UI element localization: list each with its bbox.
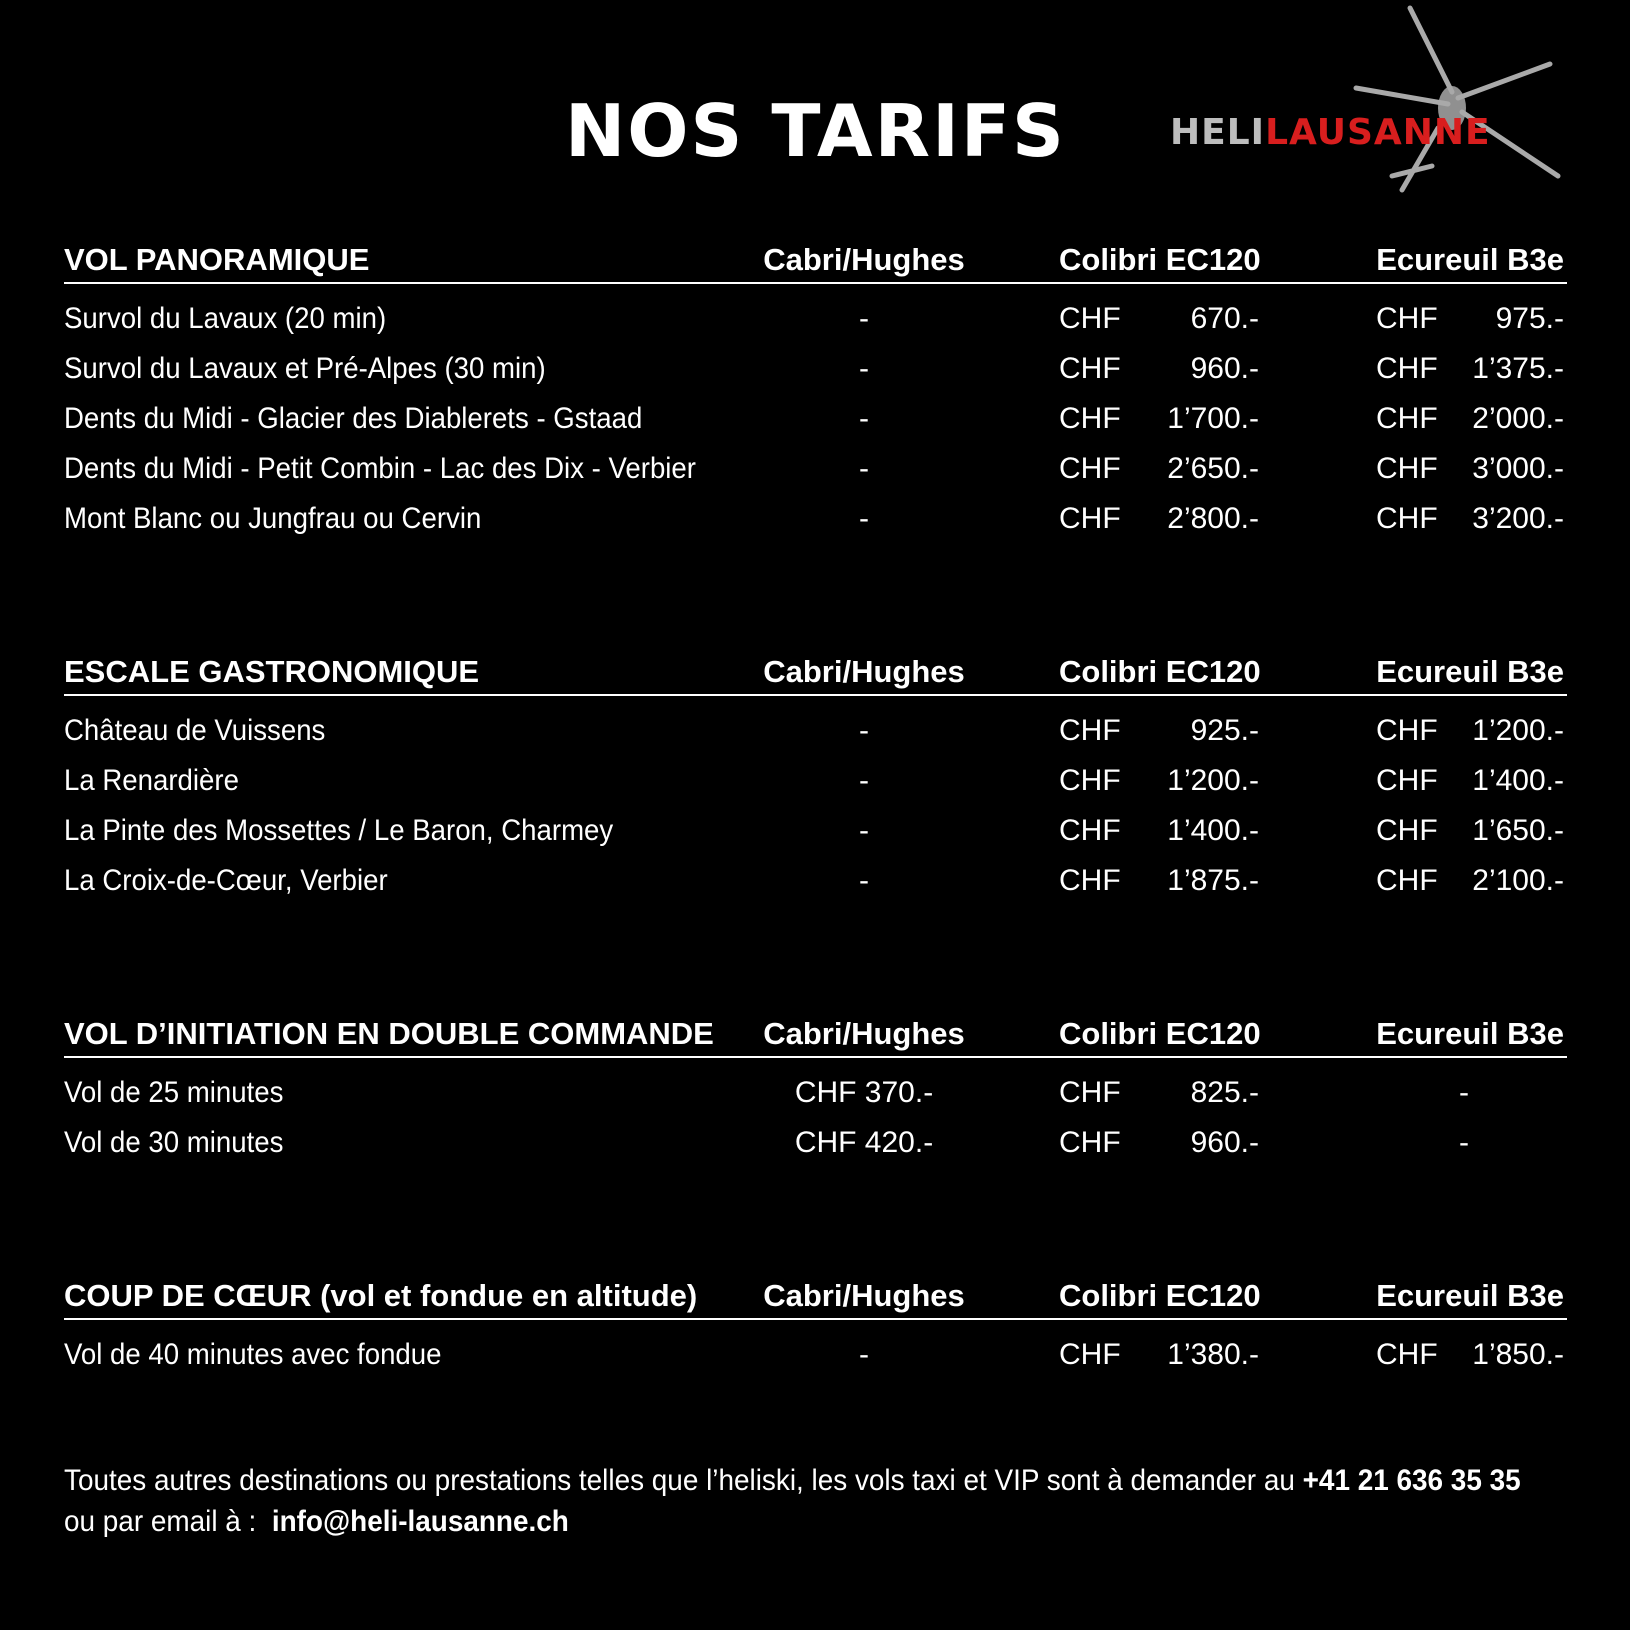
email-link[interactable]: info@heli-lausanne.ch [271, 1505, 569, 1538]
price-ecureuil: 975.- [1495, 302, 1564, 335]
column-header: Colibri EC120 [1059, 1278, 1261, 1313]
price-row [64, 444, 1567, 494]
currency-label: CHF [1376, 764, 1438, 797]
price-row [64, 494, 1567, 544]
currency-label: CHF [1376, 402, 1438, 435]
price-ecureuil: 3’000.- [1472, 452, 1564, 485]
price-row [64, 294, 1567, 344]
column-header: Ecureuil B3e [1376, 1278, 1564, 1313]
price-row [64, 1330, 1567, 1380]
currency-label: CHF [1376, 352, 1438, 385]
price-cabri: - [859, 1338, 869, 1371]
price-ecureuil: 2’000.- [1472, 402, 1564, 435]
price-ecureuil: - [1459, 1126, 1469, 1159]
price-colibri: 2’800.- [1167, 502, 1259, 535]
currency-label: CHF [1376, 714, 1438, 747]
price-ecureuil: 1’650.- [1472, 814, 1564, 847]
currency-label: CHF [1059, 452, 1121, 485]
price-row [64, 706, 1567, 756]
price-cabri: - [859, 502, 869, 535]
price-row [64, 806, 1567, 856]
page-title: NOS TARIFS [565, 89, 1066, 173]
currency-label: CHF [1059, 864, 1121, 897]
section-title: VOL PANORAMIQUE [64, 242, 370, 277]
currency-label: CHF [1059, 352, 1121, 385]
price-colibri: 1’200.- [1167, 764, 1259, 797]
row-label: Mont Blanc ou Jungfrau ou Cervin [64, 502, 482, 535]
row-label: La Croix-de-Cœur, Verbier [64, 864, 388, 897]
column-header: Ecureuil B3e [1376, 654, 1564, 689]
price-section [64, 236, 1567, 544]
column-header: Cabri/Hughes [763, 1278, 965, 1313]
price-colibri: 2’650.- [1167, 452, 1259, 485]
price-colibri: 925.- [1190, 714, 1259, 747]
column-header: Colibri EC120 [1059, 654, 1261, 689]
price-colibri: 670.- [1190, 302, 1259, 335]
row-label: Dents du Midi - Petit Combin - Lac des Dix - Verbier [64, 452, 696, 485]
price-cabri: - [859, 814, 869, 847]
column-header: Ecureuil B3e [1376, 1016, 1564, 1051]
currency-label: CHF [1376, 502, 1438, 535]
price-row [64, 756, 1567, 806]
phone-number[interactable]: +41 21 636 35 35 [1302, 1464, 1521, 1497]
section-title: COUP DE CŒUR (vol et fondue en altitude) [64, 1278, 698, 1313]
currency-label: CHF [1376, 1338, 1438, 1371]
footer-text: Toutes autres destinations ou prestations telles que l’heliski, les vols taxi et VIP sont à demander au [64, 1464, 1303, 1497]
row-label: Survol du Lavaux et Pré-Alpes (30 min) [64, 352, 546, 385]
heli-lausanne-logo [1170, 0, 1570, 200]
price-ecureuil: 1’200.- [1472, 714, 1564, 747]
price-row [64, 1068, 1567, 1118]
price-colibri: 825.- [1190, 1076, 1259, 1109]
price-cabri: CHF 420.- [794, 1126, 934, 1159]
price-cabri: - [859, 352, 869, 385]
price-colibri: 1’700.- [1167, 402, 1259, 435]
section-header [64, 236, 1567, 284]
contact-footer [64, 1460, 1569, 1542]
currency-label: CHF [1059, 502, 1121, 535]
price-ecureuil: 1’850.- [1472, 1338, 1564, 1371]
price-cabri: CHF 370.- [794, 1076, 934, 1109]
price-colibri: 960.- [1190, 352, 1259, 385]
price-cabri: - [859, 864, 869, 897]
helicopter-icon [1170, 0, 1570, 200]
price-row [64, 1118, 1567, 1168]
currency-label: CHF [1059, 1338, 1121, 1371]
logo-wordmark: HELILAUSANNE [1170, 112, 1491, 153]
price-colibri: 1’400.- [1167, 814, 1259, 847]
price-section [64, 1272, 1567, 1380]
currency-label: CHF [1059, 302, 1121, 335]
currency-label: CHF [1376, 452, 1438, 485]
currency-label: CHF [1059, 814, 1121, 847]
row-label: Vol de 40 minutes avec fondue [64, 1338, 442, 1371]
price-cabri: - [859, 452, 869, 485]
currency-label: CHF [1059, 1126, 1121, 1159]
price-cabri: - [859, 402, 869, 435]
column-header: Colibri EC120 [1059, 1016, 1261, 1051]
row-label: Dents du Midi - Glacier des Diablerets - Gstaad [64, 402, 643, 435]
section-header [64, 1010, 1567, 1058]
price-ecureuil: 3’200.- [1472, 502, 1564, 535]
section-title: VOL D’INITIATION EN DOUBLE COMMANDE [64, 1016, 714, 1051]
price-section [64, 648, 1567, 906]
column-header: Cabri/Hughes [763, 654, 965, 689]
row-label: Survol du Lavaux (20 min) [64, 302, 387, 335]
price-cabri: - [859, 302, 869, 335]
currency-label: CHF [1059, 764, 1121, 797]
currency-label: CHF [1059, 402, 1121, 435]
price-colibri: 1’875.- [1167, 864, 1259, 897]
column-header: Cabri/Hughes [763, 1016, 965, 1051]
price-section [64, 1010, 1567, 1168]
currency-label: CHF [1059, 714, 1121, 747]
price-colibri: 960.- [1190, 1126, 1259, 1159]
price-ecureuil: - [1459, 1076, 1469, 1109]
section-header [64, 1272, 1567, 1320]
currency-label: CHF [1376, 302, 1438, 335]
price-ecureuil: 2’100.- [1472, 864, 1564, 897]
column-header: Cabri/Hughes [763, 242, 965, 277]
row-label: La Renardière [64, 764, 239, 797]
section-title: ESCALE GASTRONOMIQUE [64, 654, 480, 689]
row-label: Château de Vuissens [64, 714, 326, 747]
section-header [64, 648, 1567, 696]
row-label: Vol de 30 minutes [64, 1126, 284, 1159]
price-ecureuil: 1’400.- [1472, 764, 1564, 797]
price-row [64, 344, 1567, 394]
column-header: Colibri EC120 [1059, 242, 1261, 277]
price-row [64, 856, 1567, 906]
price-cabri: - [859, 714, 869, 747]
currency-label: CHF [1059, 1076, 1121, 1109]
column-header: Ecureuil B3e [1376, 242, 1564, 277]
currency-label: CHF [1376, 814, 1438, 847]
footer-email-label: ou par email à : [64, 1505, 265, 1538]
price-colibri: 1’380.- [1167, 1338, 1259, 1371]
price-cabri: - [859, 764, 869, 797]
row-label: Vol de 25 minutes [64, 1076, 284, 1109]
currency-label: CHF [1376, 864, 1438, 897]
row-label: La Pinte des Mossettes / Le Baron, Charmey [64, 814, 614, 847]
price-row [64, 394, 1567, 444]
price-ecureuil: 1’375.- [1472, 352, 1564, 385]
